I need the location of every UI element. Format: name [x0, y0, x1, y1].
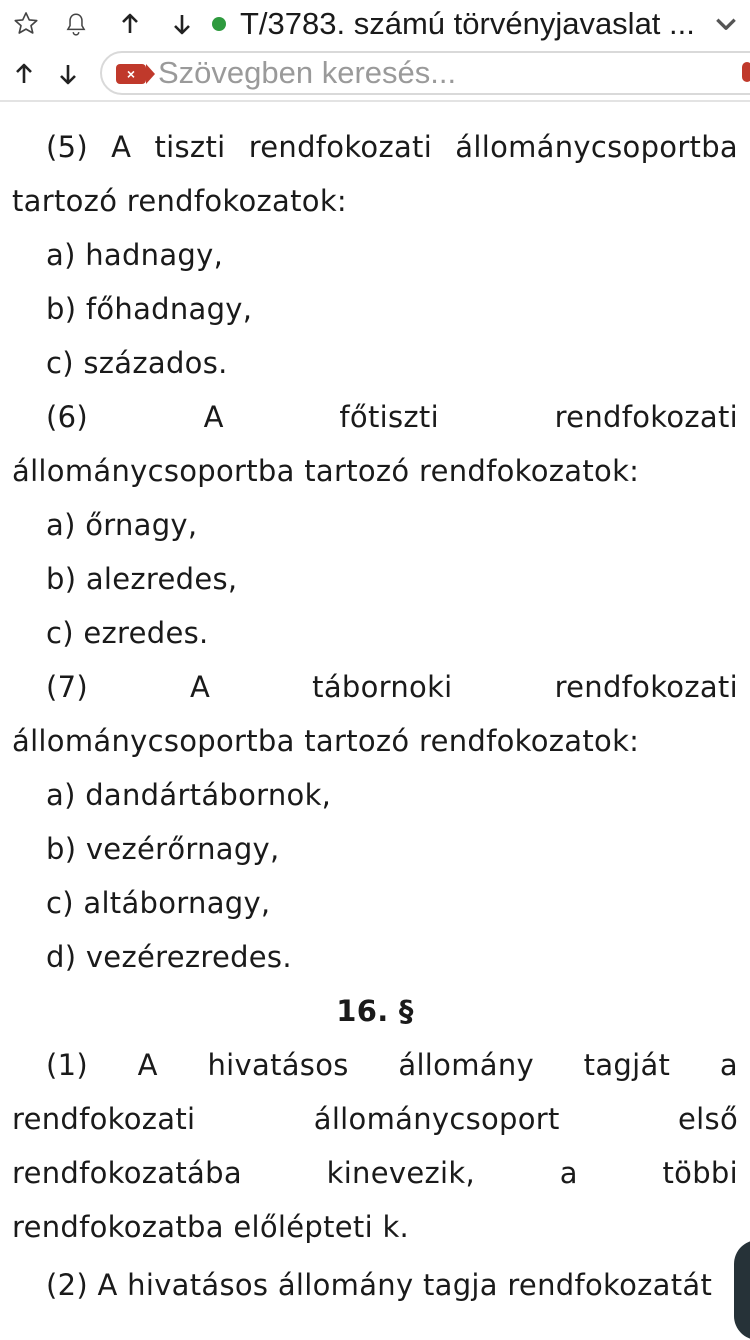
find-bar: [0, 48, 750, 102]
paragraph-6-line-2: állománycsoportba tartozó rendfokozatok:: [12, 454, 640, 488]
text: első: [678, 1102, 738, 1136]
text: a: [559, 1156, 578, 1190]
find-next-icon[interactable]: [50, 56, 86, 92]
bell-icon[interactable]: [58, 6, 94, 42]
text: A: [203, 400, 224, 434]
text: többi: [662, 1156, 738, 1190]
search-hit-marker: [742, 62, 750, 82]
text: állománycsoportba: [455, 130, 738, 164]
search-input[interactable]: [158, 56, 718, 90]
text: kinevezik,: [326, 1156, 475, 1190]
list-item: c) ezredes.: [46, 616, 209, 650]
section-16-1-line-4: rendfokozatba előlépteti k.: [12, 1210, 410, 1244]
search-box[interactable]: [100, 51, 750, 95]
text: főtiszti: [339, 400, 439, 434]
find-previous-icon[interactable]: [6, 56, 42, 92]
text: rendfokozatába: [12, 1156, 242, 1190]
arrow-up-icon[interactable]: [112, 6, 148, 42]
arrow-down-icon[interactable]: [164, 6, 200, 42]
section-16-1-line-1: [12, 1038, 738, 1092]
section-heading: 16. §: [336, 994, 414, 1028]
list-item: a) dandártábornok,: [46, 778, 332, 812]
text: (6): [46, 400, 88, 434]
section-16-2-line-1: (2) A hivatásos állomány tagja rendfokozatát: [46, 1268, 713, 1302]
text: tábornoki: [312, 670, 453, 704]
text: hivatásos: [207, 1048, 349, 1082]
text: rendfokozati: [554, 670, 738, 704]
text: tagját: [583, 1048, 671, 1082]
text: rendfokozati: [248, 130, 433, 164]
list-item: b) főhadnagy,: [46, 292, 253, 326]
browser-toolbar: [0, 0, 750, 48]
section-16-1-line-3: [12, 1146, 738, 1200]
page-title[interactable]: T/3783. számú törvényjavaslat ...: [240, 6, 695, 41]
list-item: a) hadnagy,: [46, 238, 224, 272]
text: rendfokozati: [12, 1102, 196, 1136]
star-icon[interactable]: [8, 6, 44, 42]
toolbar-divider: [0, 100, 750, 102]
paragraph-5-line-1: [12, 120, 738, 174]
chevron-down-icon[interactable]: [708, 6, 744, 42]
text: a: [719, 1048, 738, 1082]
text: rendfokozati: [554, 400, 738, 434]
text: állománycsoport: [313, 1102, 560, 1136]
text: A: [190, 670, 211, 704]
text: (5): [46, 130, 88, 164]
paragraph-6-line-1: [12, 390, 738, 444]
list-item: a) őrnagy,: [46, 508, 198, 542]
text: A: [137, 1048, 158, 1082]
paragraph-5-line-2: tartozó rendfokozatok:: [12, 184, 348, 218]
list-item: c) altábornagy,: [46, 886, 271, 920]
list-item: b) vezérőrnagy,: [46, 832, 280, 866]
text: (7): [46, 670, 88, 704]
text: A: [111, 130, 132, 164]
text: tiszti: [154, 130, 226, 164]
document-body: [12, 120, 738, 1312]
clear-search-button[interactable]: ×: [116, 64, 146, 84]
list-item: d) vezérezredes.: [46, 940, 292, 974]
text: állomány: [398, 1048, 534, 1082]
list-item: c) százados.: [46, 346, 228, 380]
paragraph-7-line-2: állománycsoportba tartozó rendfokozatok:: [12, 724, 640, 758]
text: (1): [46, 1048, 88, 1082]
status-dot: [212, 17, 226, 31]
list-item: b) alezredes,: [46, 562, 238, 596]
section-16-1-line-2: [12, 1092, 738, 1146]
paragraph-7-line-1: [12, 660, 738, 714]
scroll-handle[interactable]: [734, 1240, 750, 1340]
